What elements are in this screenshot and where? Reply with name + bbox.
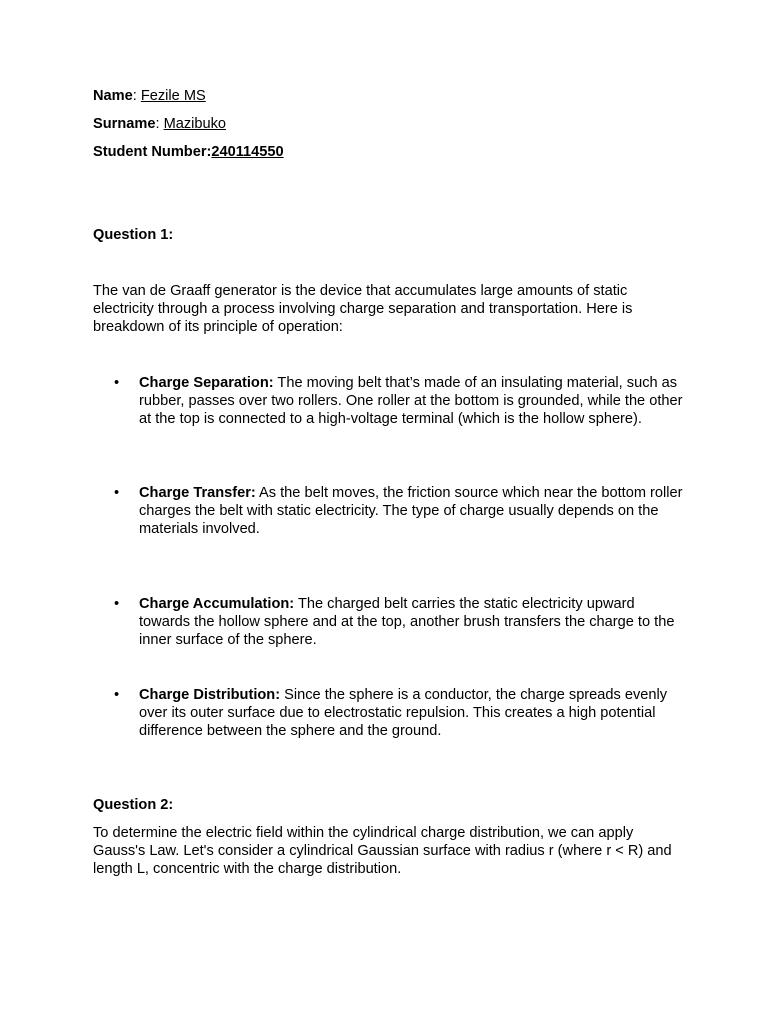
question-1-heading: Question 1: [93,227,174,243]
name-value: Fezile MS [140,88,206,104]
surname-label: Surname [93,116,156,132]
surname-value: Mazibuko [163,116,227,132]
bullet-icon: • [114,485,120,501]
bullet-text: The moving belt that’s made of an insulating material, such as rubber, passes over two rollers. One roller at the bottom is grounded, while the other at the top is connected to a high-voltage terminal (which is the hollow sphere). [139,375,683,428]
bullet-icon: • [114,596,120,612]
bullet-text: As the belt moves, the friction source which near the bottom roller charges the belt with static electricity. The type of charge usually depends on the materials involved. [139,485,683,538]
bullet-text: The charged belt carries the static electricity upward towards the hollow sphere and at the top, another brush transfers the charge to the inner surface of the sphere. [139,596,675,649]
student-number-field [93,143,284,161]
bullet-term: Charge Separation: [139,375,274,391]
question-2-intro: To determine the electric field within the cylindrical charge distribution, we can apply Gauss's Law. Let's consider a cylindrical Gaussian surface with radius r (where r < R) and length L, concentric with the charge distribution. [93,825,672,878]
name-label: Name [93,88,133,104]
bullet-icon: • [114,375,120,391]
name-field: Name: Fezile MS [93,88,206,104]
surname-field: Surname: Mazibuko [93,116,227,132]
bullet-term: Charge Accumulation: [139,596,295,612]
bullet-text: Since the sphere is a conductor, the charge spreads evenly over its outer surface due to electrostatic repulsion. This creates a high potential difference between the sphere and the ground. [139,687,668,740]
student-number-value: 240114550 [211,144,284,160]
bullet-icon: • [114,687,120,703]
bullet-term: Charge Transfer: [139,485,256,501]
bullet-term: Charge Distribution: [139,687,281,703]
question-1-intro: The van de Graaff generator is the device that accumulates large amounts of static electricity through a process involving charge separation and transportation. Here is breakdown of its principle of operation: [93,283,633,336]
question-2-heading: Question 2: [93,797,174,813]
student-number-label: Student Number: [93,144,212,160]
